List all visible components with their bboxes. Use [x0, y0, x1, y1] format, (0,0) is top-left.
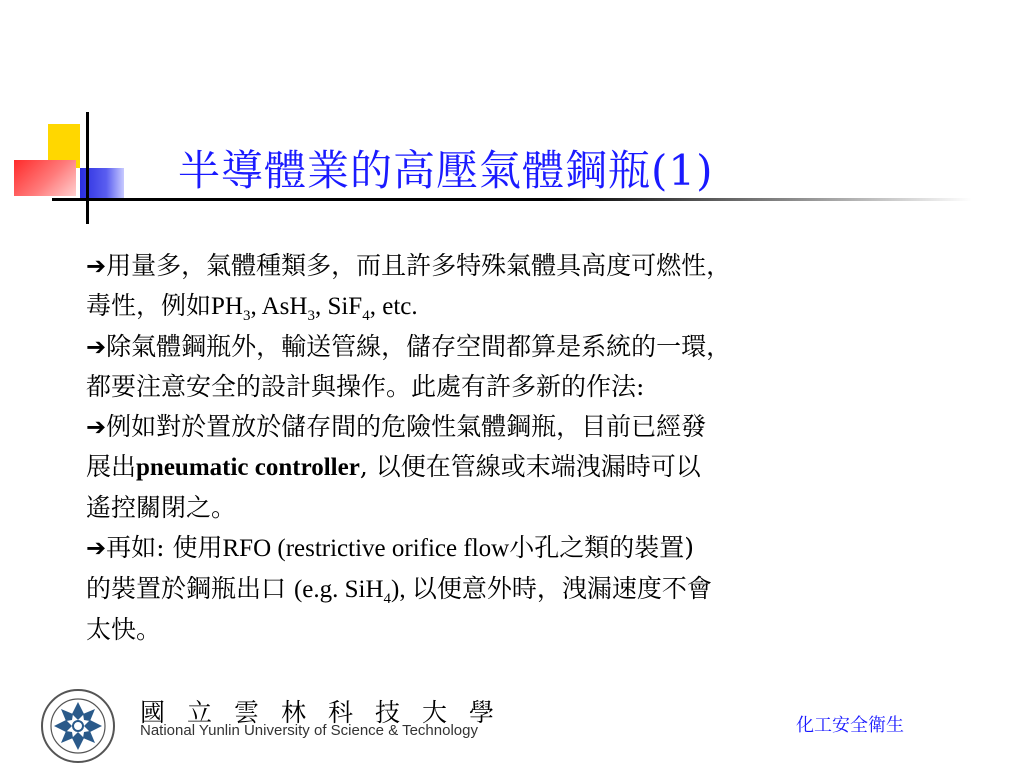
bullet-3-text-2a: 展出 — [86, 452, 137, 481]
bullet-4 — [86, 528, 976, 650]
formula-sih4: (e.g. SiH — [293, 576, 384, 603]
bullet-2-line-2: 都要注意安全的設計與操作。此處有許多新的作法: — [86, 372, 645, 401]
title-underline — [52, 198, 972, 201]
bullet-3-line-1 — [86, 407, 976, 447]
formula-ph3: PH — [211, 293, 243, 320]
bullet-4-line-3: 太快。 — [86, 615, 162, 644]
slide-body — [86, 246, 976, 650]
bullet-1-text-2a: 毒性，例如 — [86, 291, 212, 320]
pneumatic-controller-term: pneumatic controller — [136, 454, 360, 481]
bullet-4-text-1c: 小孔之類的裝置) — [509, 533, 694, 562]
decor-red-square — [14, 160, 76, 196]
bullet-3-line-2 — [86, 447, 976, 488]
course-name: 化工安全衛生 — [796, 715, 904, 736]
bullet-1-text: 用量多，氣體種類多，而且許多特殊氣體具高度可燃性， — [106, 251, 732, 280]
bullet-2-line-1 — [86, 327, 976, 367]
bullet-2-text: 除氣體鋼瓶外，輸送管線，儲存空間都算是系統的一環， — [106, 332, 732, 361]
arrow-icon: ➔ — [86, 333, 107, 361]
arrow-icon: ➔ — [86, 252, 107, 280]
bullet-4-text-2c: ), 以便意外時，洩漏速度不會 — [391, 576, 712, 603]
bullet-4-text-1a: 再如: 使用 — [106, 533, 223, 562]
formula-ash3-sub: 3 — [307, 308, 315, 324]
bullet-1 — [86, 246, 976, 327]
bullet-4-text-2a: 的裝置於鋼瓶出口 — [86, 574, 294, 603]
rfo-term: RFO (restrictive orifice flow — [222, 535, 510, 562]
bullet-1-etc: , etc. — [369, 293, 418, 320]
university-logo-icon — [40, 688, 116, 764]
formula-ash3: , AsH — [250, 293, 308, 320]
slide-title: 半導體業的高壓氣體鋼瓶(1) — [178, 146, 714, 195]
bullet-2 — [86, 327, 976, 407]
arrow-icon: ➔ — [86, 413, 107, 441]
formula-sif4: , SiF — [314, 293, 363, 320]
bullet-3-text-2c: , 以便在管線或末端洩漏時可以 — [359, 452, 701, 481]
decor-vertical-line — [86, 112, 89, 224]
bullet-3 — [86, 407, 976, 528]
bullet-1-line-1 — [86, 246, 976, 286]
bullet-3-line-3: 遙控關閉之。 — [86, 493, 237, 522]
bullet-3-text: 例如對於置放於儲存間的危險性氣體鋼瓶，目前已經發 — [106, 412, 707, 441]
bullet-1-line-2 — [86, 286, 976, 327]
arrow-icon: ➔ — [86, 534, 107, 562]
formula-ph3-sub: 3 — [242, 308, 251, 324]
formula-sih4-sub: 4 — [383, 591, 392, 607]
formula-sif4-sub: 4 — [362, 308, 370, 324]
bullet-4-line-1 — [86, 528, 976, 569]
university-name-en: National Yunlin University of Science & Technology — [140, 722, 478, 739]
university-name-cn: 國立雲林科技大學 — [140, 698, 517, 727]
bullet-4-line-2 — [86, 569, 976, 610]
